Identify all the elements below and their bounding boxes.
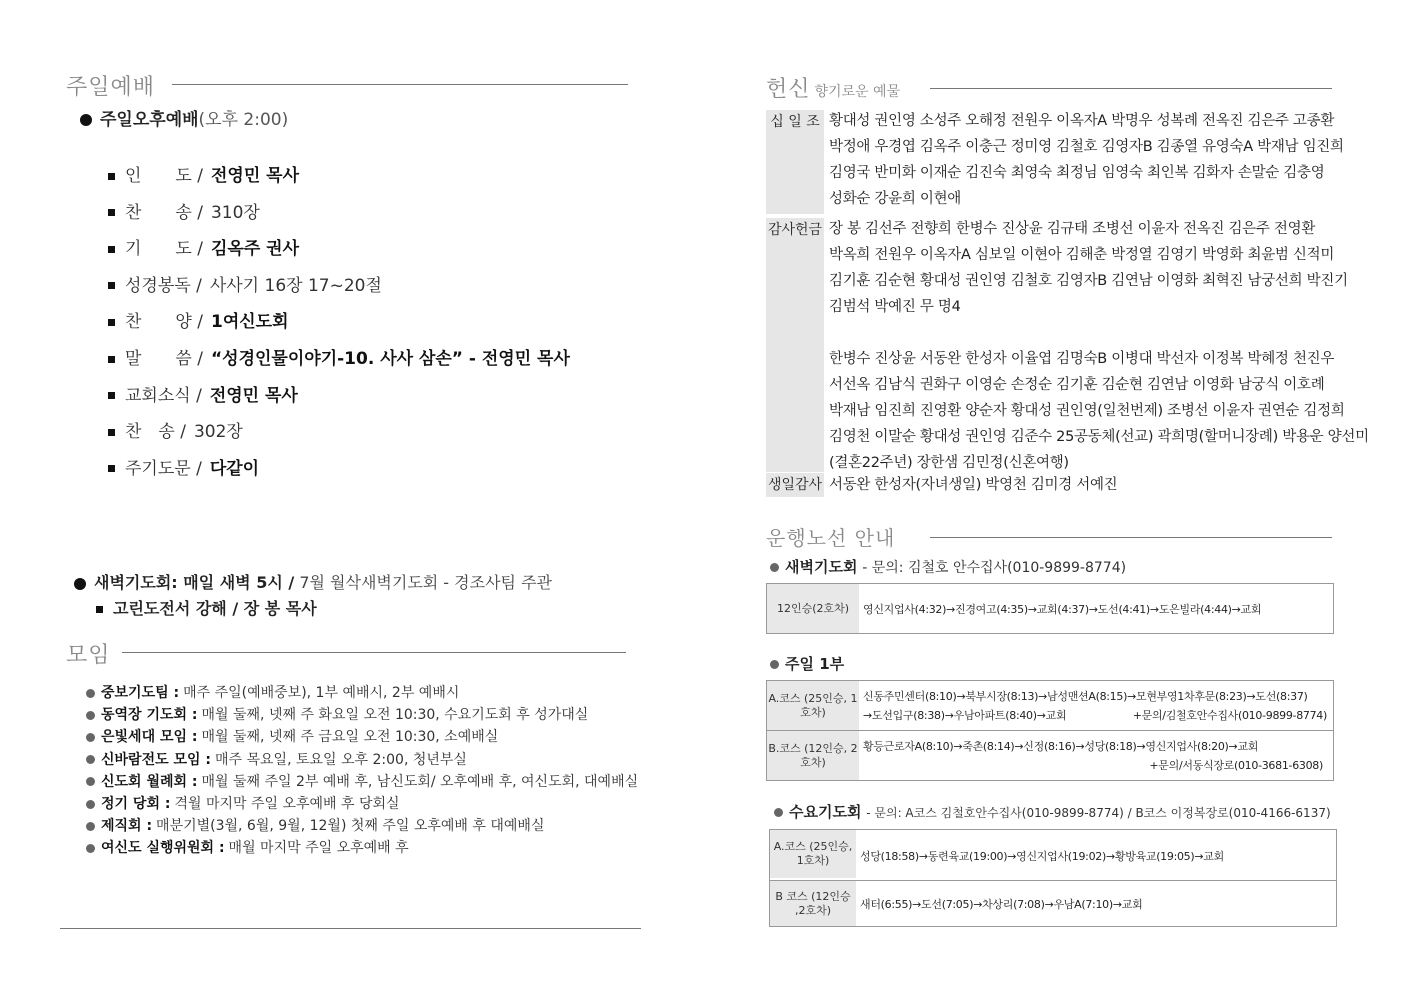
bullet-icon	[770, 563, 779, 572]
dawn-prayer-note: 7월 월삭새벽기도회 - 경조사팀 주관	[299, 573, 552, 592]
square-bullet-icon	[108, 392, 115, 399]
order-value: 전영민 목사	[209, 385, 298, 406]
order-label: 인 도 /	[125, 166, 203, 186]
bullet-icon	[86, 733, 95, 742]
meeting-name: 신도회 월례회 :	[101, 773, 198, 790]
meetings-section-title: 모임	[66, 643, 111, 668]
meeting-name: 여신도 실행위원회 :	[101, 840, 225, 857]
bullet-icon	[774, 808, 783, 817]
dawn-bus-heading	[770, 556, 1126, 577]
offering-line: 한병수 진상윤 서동완 한성자 이율엽 김명숙B 이병대 박선자 이정복 박혜정 천진우	[829, 351, 1335, 367]
sunday-bus-table	[766, 680, 1334, 781]
square-bullet-icon	[108, 465, 115, 472]
square-bullet-icon	[108, 209, 115, 216]
order-item	[108, 385, 298, 407]
square-bullet-icon	[108, 246, 115, 253]
wed-bus-title: 수요기도회	[789, 803, 862, 821]
square-bullet-icon	[108, 319, 115, 326]
offering-line: 김범석 박예진 무 명4	[829, 299, 961, 315]
sunday-b-contact: +문의/서동식장로(010-3681-6308)	[1149, 759, 1323, 772]
offering-title-rule	[930, 88, 1332, 89]
order-label: 찬 양 /	[125, 312, 203, 333]
wed-a-label: A.코스 (25인승, 1호차)	[770, 830, 856, 878]
order-label: 찬 송 /	[125, 202, 203, 223]
bus-section-title: 운행노선 안내	[766, 526, 896, 550]
order-item	[108, 275, 382, 297]
order-item	[108, 458, 259, 480]
order-value: 1여신도회	[210, 312, 289, 333]
afternoon-service-heading	[80, 105, 288, 130]
dawn-bus-table	[766, 583, 1334, 634]
sunday-a-contact: +문의/김철호안수집사(010-9899-8774)	[1132, 709, 1327, 722]
meeting-desc: 매월 둘째, 넷째 주 화요일 오전 10:30, 수요기도회 후 성가대실	[201, 707, 589, 724]
order-item	[108, 238, 299, 260]
square-bullet-icon	[108, 356, 115, 363]
wed-a-route: 성당(18:58)→동련육교(19:00)→영신지업사(19:02)→황방육교(19:05)→교회	[860, 850, 1224, 863]
meeting-name: 동역장 기도회 :	[101, 707, 198, 724]
sunday-b-route: 황등근로자A(8:10)→죽촌(8:14)→신정(8:16)→성당(8:18)→영신지업사(8:20)→교회	[863, 740, 1259, 753]
sunday-a-label: A.코스 (25인승, 1호차)	[767, 681, 859, 730]
bullet-icon	[80, 114, 92, 126]
worship-title-rule	[172, 84, 628, 85]
dawn-bus-contact: - 문의: 김철호 안수집사(010-9899-8774)	[862, 560, 1127, 576]
order-item	[108, 348, 570, 370]
order-value: 김옥주 권사	[210, 239, 300, 260]
order-label: 말 씀 /	[125, 349, 203, 369]
meeting-desc: 매월 둘째 주일 2부 예배 후, 남신도회/ 오후예배 후, 여신도회, 대예배실	[201, 773, 639, 790]
offering-line: 황대성 권인영 소성주 오해정 전원우 이옥자A 박명우 성복례 전옥진 김은주 고종환	[829, 113, 1335, 129]
order-item	[108, 202, 260, 224]
offering-line: 서선옥 김남식 권화구 이영순 손정순 김기훈 김순현 김연남 이영화 남궁식 이호례	[829, 377, 1325, 393]
meeting-desc: 격월 마지막 주일 오후예배 후 당회실	[174, 796, 400, 812]
bullet-icon	[86, 711, 95, 720]
left-bottom-rule	[60, 928, 641, 929]
tithe-label: 십 일 조	[766, 110, 824, 214]
offering-line: 박재남 임진희 진영환 양순자 황대성 권인영(일천번제) 조병선 이윤자 권연순 김정희	[829, 403, 1345, 419]
offering-section-title	[766, 72, 900, 103]
tithe-names	[829, 108, 1344, 212]
square-bullet-icon	[96, 606, 103, 613]
offering-line: 김영국 반미화 이재순 김진숙 최영숙 최정님 임영숙 최인복 김화자 손말순 김충영	[829, 165, 1325, 181]
dawn-bus-route: 영신지업사(4:32)→진경여고(4:35)→교회(4:37)→도선(4:41)→도은빌라(4:44)→교회	[863, 603, 1262, 616]
bullet-icon	[86, 689, 95, 698]
wed-b-route: 새터(6:55)→도선(7:05)→차상리(7:08)→우남A(7:10)→교회	[860, 898, 1143, 911]
meeting-item	[86, 815, 544, 835]
order-value: 다같이	[209, 458, 260, 479]
order-item	[108, 421, 243, 443]
meeting-name: 신바람전도 모임 :	[101, 751, 212, 768]
offering-line	[829, 320, 1344, 346]
offering-subtitle: 향기로운 예물	[814, 84, 901, 100]
bus-title-rule	[930, 537, 1332, 538]
offering-line: 박정애 우경엽 김옥주 이충근 정미영 김철호 김영자B 김종열 유영숙A 박재남 임진희	[829, 139, 1344, 155]
dawn-prayer-title: 새벽기도회: 매일 새벽 5시 /	[94, 573, 295, 592]
dawn-prayer-sub	[96, 596, 317, 619]
square-bullet-icon	[108, 282, 115, 289]
order-label: 성경봉독 /	[125, 275, 202, 296]
meeting-name: 정기 당회 :	[101, 796, 171, 812]
sunday-bus-heading	[770, 653, 844, 674]
meeting-item	[86, 749, 467, 769]
meeting-desc: 매월 둘째, 넷째 주 금요일 오전 10:30, 소예배실	[201, 729, 499, 746]
square-bullet-icon	[108, 173, 115, 180]
order-item	[108, 311, 289, 333]
meeting-name: 중보기도팀 :	[101, 685, 180, 701]
bullet-icon	[86, 844, 95, 853]
bullet-icon	[770, 660, 779, 669]
afternoon-service-title: 주일오후예배	[100, 110, 199, 130]
birthday-names: 서동완 한성자(자녀생일) 박영천 김미경 서예진	[829, 477, 1118, 493]
order-label: 주기도문 /	[125, 458, 202, 479]
thanks-label: 감사헌금	[766, 218, 824, 472]
order-value: 전영민 목사	[210, 166, 300, 186]
order-item	[108, 165, 299, 187]
order-value: 사사기 16장 17~20절	[209, 275, 382, 296]
sunday-bus-title: 주일 1부	[785, 655, 845, 673]
offering-line: 장 봉 김선주 전향희 한병수 진상윤 김규태 조병선 이윤자 전옥진 김은주 전영환	[829, 221, 1316, 237]
dawn-bus-label: 12인승(2호차)	[767, 584, 859, 633]
offering-line: 박옥희 전원우 이옥자A 심보일 이현아 김해춘 박정열 김영기 박영화 최윤범 신적미	[829, 247, 1335, 263]
offering-line: 성화순 강윤희 이현애	[829, 191, 961, 207]
meeting-item	[86, 682, 459, 702]
offering-line: 김영천 이말순 황대성 권인영 김준수 25공동체(선교) 곽희명(할머니장례) 박용운 양선미	[829, 429, 1369, 445]
offering-line: 김기훈 김순현 황대성 권인영 김철호 김영자B 김연남 이영화 최혁진 남궁선희 박진기	[829, 273, 1348, 289]
afternoon-service-time: (오후 2:00)	[198, 110, 289, 130]
offering-line: (결혼22주년) 장한샘 김민정(신혼여행)	[829, 455, 1069, 471]
meeting-item	[86, 793, 400, 813]
order-label: 기 도 /	[125, 239, 203, 260]
meeting-item	[86, 837, 409, 857]
dawn-bus-title: 새벽기도회	[785, 558, 858, 576]
sunday-a-route-1: 신동주민센터(8:10)→북부시장(8:13)→남성맨션A(8:15)→모현부영1차후문(8:23)→도선(8:37)	[863, 690, 1308, 703]
wed-bus-table	[769, 829, 1337, 927]
wed-bus-contact: - 문의: A코스 김철호안수집사(010-9899-8774) / B코스 이정복장로(010-4166-6137)	[866, 806, 1331, 820]
meeting-desc: 매주 주일(예배중보), 1부 예배시, 2부 예배시	[183, 685, 460, 701]
order-label: 교회소식 /	[125, 385, 202, 406]
thanks-names	[829, 216, 1369, 476]
meeting-item	[86, 771, 638, 791]
meeting-desc: 매주 목요일, 토요일 오후 2:00, 청년부실	[215, 751, 467, 768]
meeting-name: 은빛세대 모임 :	[101, 729, 198, 746]
meetings-title-rule	[122, 652, 626, 653]
order-value: 310장	[210, 202, 260, 223]
order-value: 302장	[193, 422, 243, 443]
square-bullet-icon	[108, 429, 115, 436]
meeting-desc: 매분기별(3월, 6월, 9월, 12월) 첫째 주일 오후예배 후 대예배실	[156, 818, 545, 835]
sunday-b-label: B.코스 (12인승, 2호차)	[767, 731, 859, 780]
meeting-item	[86, 704, 588, 724]
bullet-icon	[86, 777, 95, 786]
dawn-prayer-sub-text: 고린도전서 강해 / 장 봉 목사	[113, 599, 317, 618]
dawn-prayer-heading	[74, 570, 552, 593]
bullet-icon	[86, 800, 95, 809]
offering-title: 헌신	[766, 77, 811, 102]
order-label: 찬 송 /	[125, 422, 186, 443]
meeting-desc: 매월 마지막 주일 오후예배 후	[228, 840, 409, 857]
worship-section-title: 주일예배	[66, 75, 156, 100]
sunday-a-route-2: →도선입구(8:38)→우남아파트(8:40)→교회	[863, 709, 1067, 722]
meeting-item	[86, 726, 498, 746]
bullet-icon	[74, 578, 86, 590]
bullet-icon	[86, 822, 95, 831]
birthday-label: 생일감사	[766, 473, 824, 497]
bullet-icon	[86, 755, 95, 764]
order-value: “성경인물이야기-10. 사사 삼손” - 전영민 목사	[210, 349, 570, 369]
meeting-name: 제직회 :	[101, 818, 153, 835]
wed-b-label: B 코스 (12인승 ,2호차)	[770, 881, 856, 926]
wed-bus-heading	[774, 801, 1331, 822]
